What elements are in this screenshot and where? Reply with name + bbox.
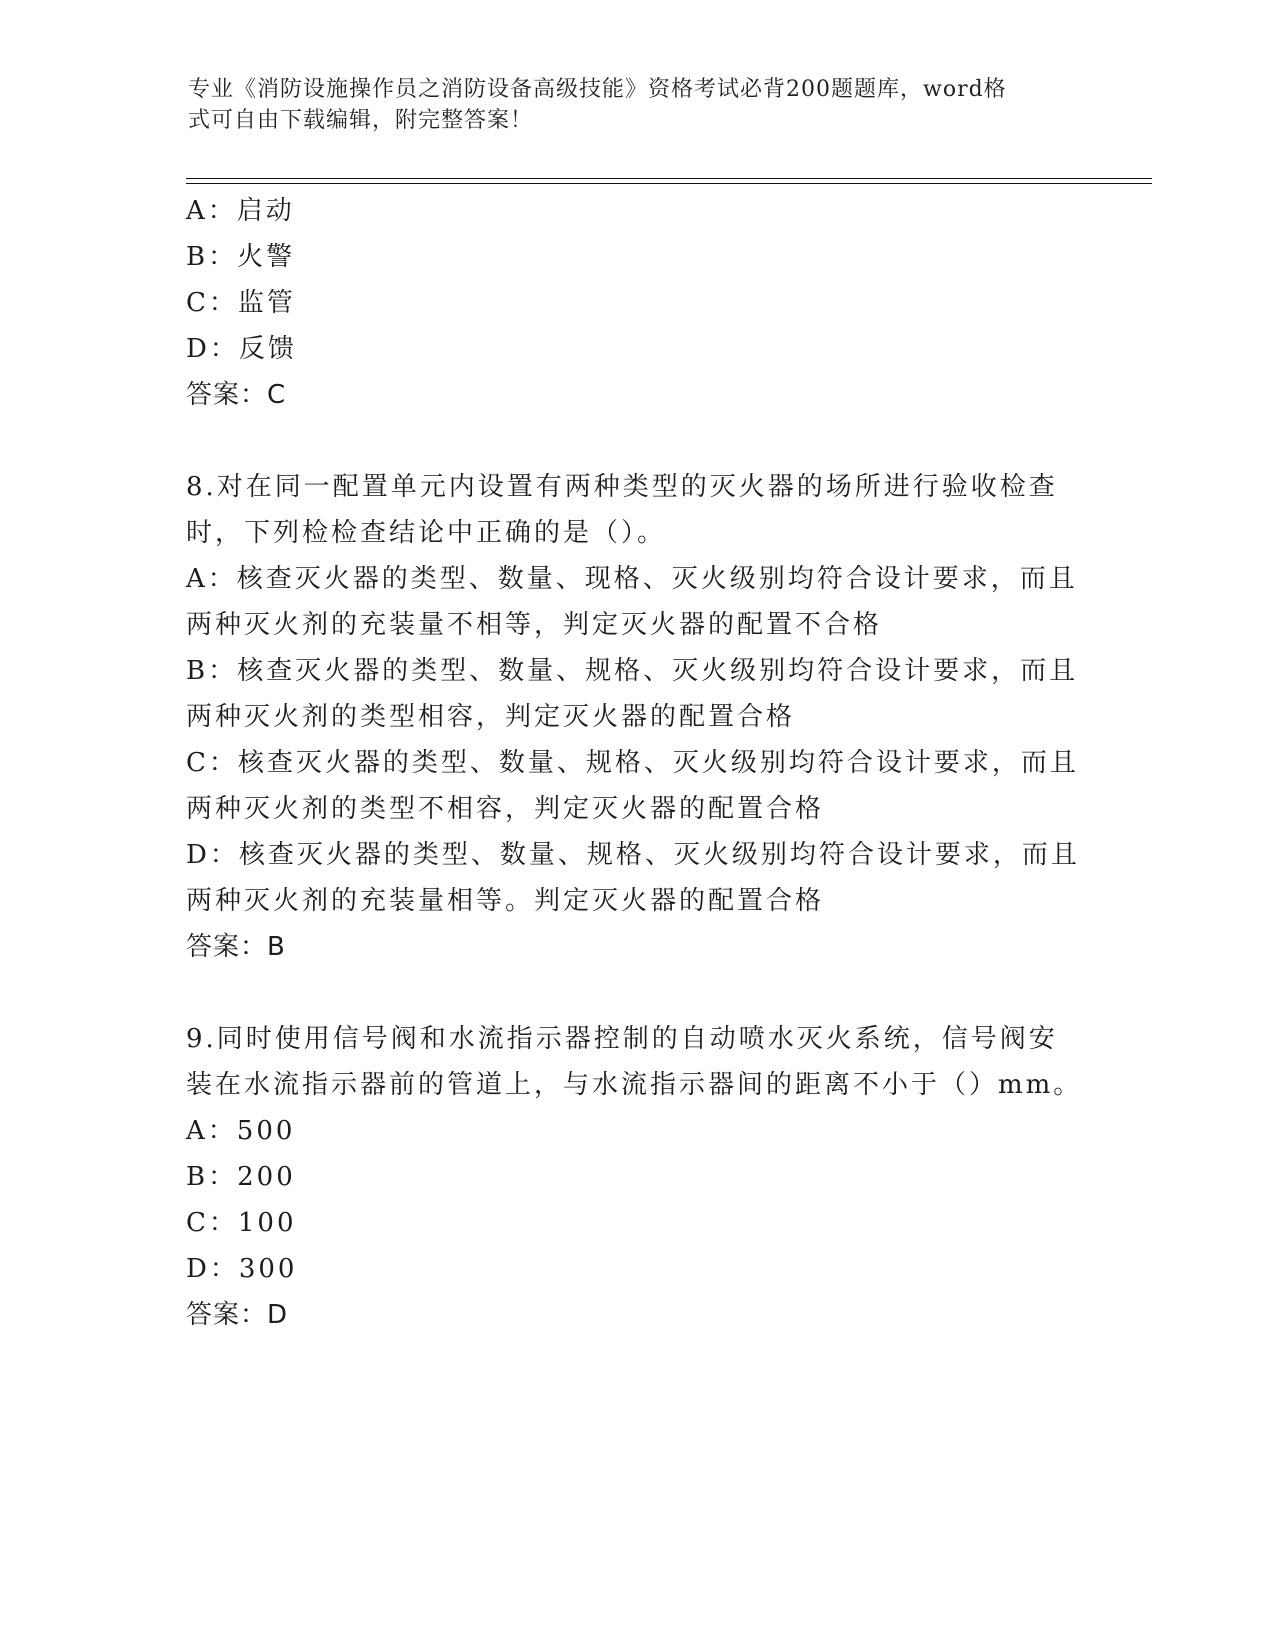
- q8-option-b-line-1: B：核查灭火器的类型、数量、规格、灭火级别均符合设计要求，而且: [186, 656, 1079, 686]
- document-header: [188, 74, 1068, 136]
- header-divider-bottom: [186, 183, 1152, 184]
- q9-option-c: C：100: [186, 1208, 297, 1238]
- q9-option-b: B：200: [186, 1162, 296, 1192]
- q8-option-c-line-1: C：核查灭火器的类型、数量、规格、灭火级别均符合设计要求，而且: [186, 748, 1079, 778]
- q7-option-d: D：反馈: [186, 334, 297, 364]
- q9-stem-line-1: 9.同时使用信号阀和水流指示器控制的自动喷水灭火系统，信号阀安: [186, 1024, 1058, 1054]
- header-line-2: 式可自由下载编辑，附完整答案！: [188, 108, 534, 133]
- q7-option-b: B：火警: [186, 242, 296, 272]
- q8-stem-line-2: 时，下列检检查结论中正确的是（）。: [186, 518, 667, 548]
- q7-answer: 答案：C: [186, 380, 287, 410]
- question-8: [186, 464, 1086, 970]
- question-9: [186, 1016, 1086, 1338]
- q8-option-a-line-2: 两种灭火剂的充装量不相等，判定灭火器的配置不合格: [186, 610, 883, 640]
- q9-option-d: D：300: [186, 1254, 298, 1284]
- q7-option-a: A：启动: [186, 196, 295, 226]
- q8-answer: 答案：B: [186, 932, 286, 962]
- q8-option-b-line-2: 两种灭火剂的类型相容，判定灭火器的配置合格: [186, 702, 796, 732]
- question-spacer: [186, 418, 1086, 464]
- header-divider-top: [186, 178, 1152, 179]
- q8-option-d-line-2: 两种灭火剂的充装量相等。判定灭火器的配置合格: [186, 886, 825, 916]
- q8-option-d-line-1: D：核查灭火器的类型、数量、规格、灭火级别均符合设计要求，而且: [186, 840, 1080, 870]
- header-line-1: 专业《消防设施操作员之消防设备高级技能》资格考试必背200题题库，word格: [188, 77, 1007, 102]
- q9-answer: 答案：D: [186, 1300, 289, 1330]
- question-7: [186, 188, 1086, 418]
- question-list: [186, 188, 1086, 1338]
- q8-option-c-line-2: 两种灭火剂的类型不相容，判定灭火器的配置合格: [186, 794, 825, 824]
- question-spacer: [186, 970, 1086, 1016]
- q8-stem-line-1: 8.对在同一配置单元内设置有两种类型的灭火器的场所进行验收检查: [186, 472, 1058, 502]
- q9-option-a: A：500: [186, 1116, 296, 1146]
- q8-option-a-line-1: A：核查灭火器的类型、数量、现格、灭火级别均符合设计要求，而且: [186, 564, 1078, 594]
- q9-stem-line-2: 装在水流指示器前的管道上，与水流指示器间的距离不小于（）mm。: [186, 1070, 1083, 1100]
- q7-option-c: C：监管: [186, 288, 296, 318]
